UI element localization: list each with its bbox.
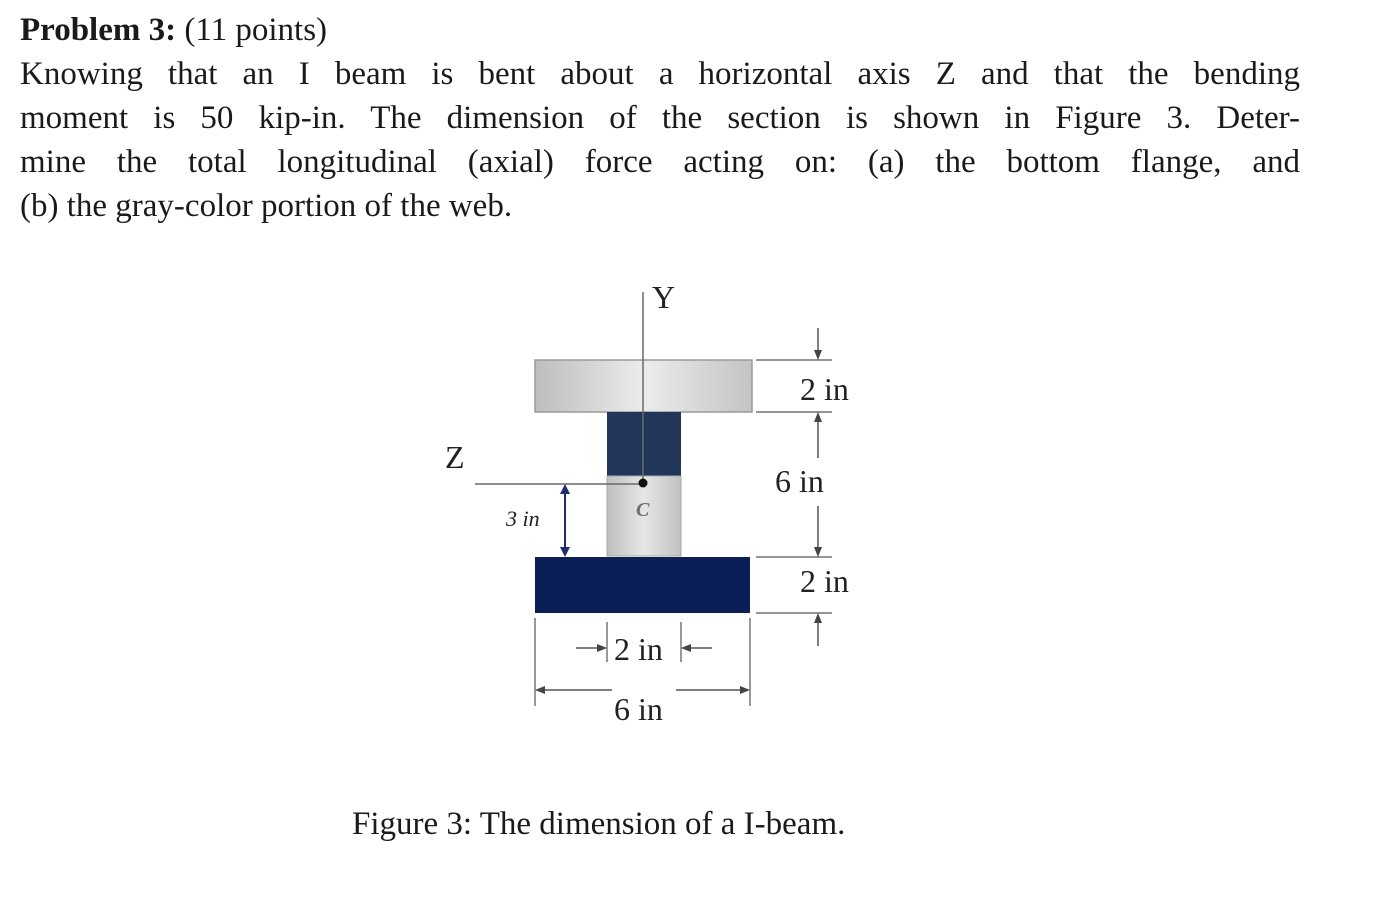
problem-number: Problem 3: <box>20 12 177 48</box>
problem-points: (11 points) <box>184 12 328 48</box>
dim-web-width-label: 2 in <box>614 631 663 667</box>
y-axis-label: Y <box>652 279 676 315</box>
web-width-arrowhead-left <box>597 644 607 652</box>
dim-flange-width-label: 6 in <box>614 691 663 727</box>
problem-text-line-2: moment is 50 kip-in. The dimension of the section is shown in Figure 3. Deter- <box>20 100 1300 136</box>
dim-top-arrowhead <box>814 350 822 360</box>
problem-text-line-1: Knowing that an I beam is bent about a horizontal axis Z and that the bending <box>20 56 1300 92</box>
dim-bottom-arrowhead <box>814 613 822 623</box>
i-beam-diagram <box>400 270 920 740</box>
centroid-label: C <box>636 499 650 521</box>
bottom-flange <box>535 557 750 613</box>
problem-text-line-3: mine the total longitudinal (axial) force acting on: (a) the bottom flange, and <box>20 144 1300 180</box>
figure-caption: Figure 3: The dimension of a I-beam. <box>352 806 846 842</box>
problem-text-line-4: (b) the gray-color portion of the web. <box>20 188 513 224</box>
dim-3in-arrow-bottom <box>560 547 570 557</box>
web-width-arrowhead-right <box>681 644 691 652</box>
z-axis-label: Z <box>445 439 465 475</box>
problem-statement <box>20 8 1300 228</box>
flange-width-arrowhead-right <box>740 686 750 694</box>
dim-web-upper-arrowhead <box>814 412 822 422</box>
dim-bottom-flange-label: 2 in <box>800 563 849 599</box>
upper-web-dark <box>607 412 681 476</box>
problem-heading <box>20 8 1300 52</box>
centroid-point <box>639 479 648 488</box>
dim-top-flange-label: 2 in <box>800 371 849 407</box>
flange-width-arrowhead-left <box>535 686 545 694</box>
i-beam-figure <box>400 270 920 740</box>
dim-3in-label: 3 in <box>506 506 540 531</box>
dim-3in-arrow-top <box>560 484 570 494</box>
dim-web-height-label: 6 in <box>775 463 824 499</box>
dim-web-lower-arrowhead <box>814 547 822 557</box>
